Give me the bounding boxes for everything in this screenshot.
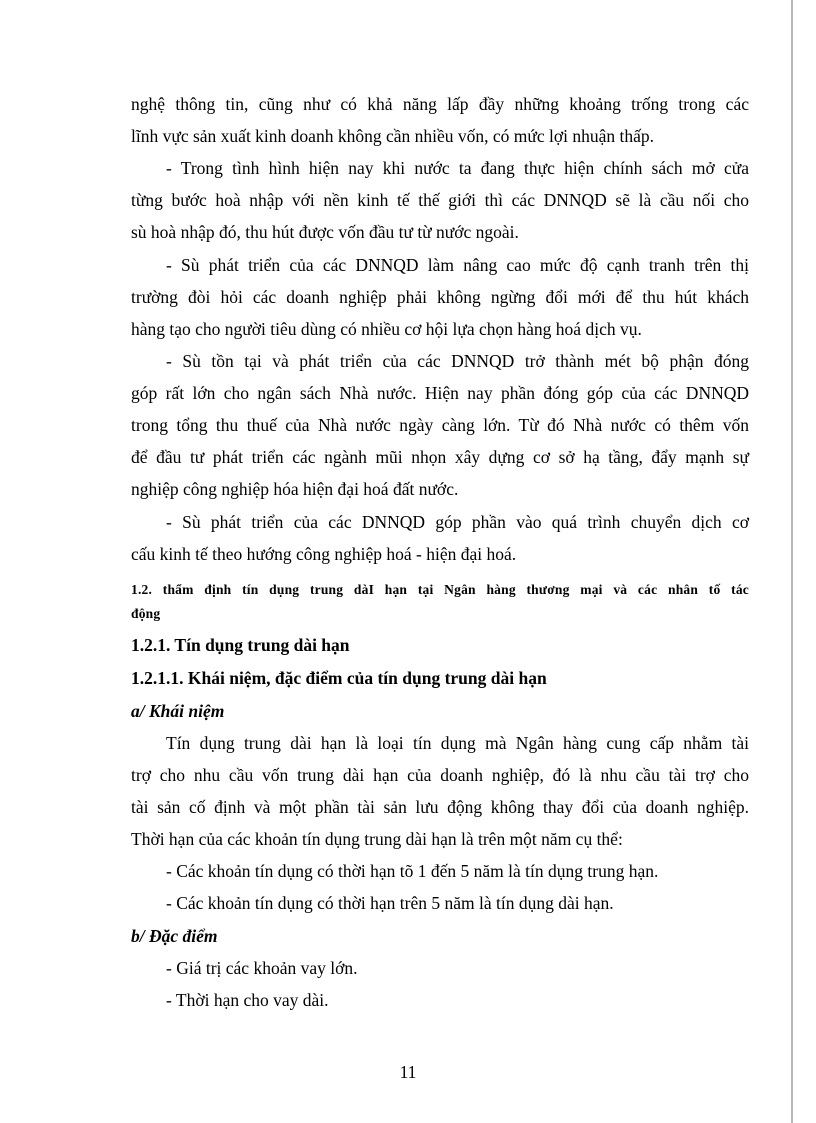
body-text-line: Tín dụng trung dài hạn là loại tín dụng mà Ngân hàng cung cấp nhằm tài <box>166 733 749 753</box>
item-heading: b/ Đặc điểm <box>131 926 218 946</box>
body-text-line: Thời hạn của các khoản tín dụng trung dài hạn là trên một năm cụ thể: <box>131 829 623 849</box>
body-text-line: để đầu tư phát triển các ngành mũi nhọn xây dựng cơ sở hạ tầng, đẩy mạnh sự <box>131 447 749 467</box>
body-text-line: trợ cho nhu cầu vốn trung dài hạn của doanh nghiệp, đó là nhu cầu tài trợ cho <box>131 765 749 785</box>
body-text-line: sù hoà nhập đó, thu hút được vốn đầu tư từ nước ngoài. <box>131 222 519 242</box>
body-text-line: từng bước hoà nhập với nền kinh tế thế giới thì các DNNQD sẽ là cầu nối cho <box>131 190 749 210</box>
body-text-line: lĩnh vực sản xuất kinh doanh không cần nhiều vốn, có mức lợi nhuận thấp. <box>131 126 654 146</box>
bullet-item: - Sù phát triển của các DNNQD làm nâng cao mức độ cạnh tranh trên thị <box>166 255 749 275</box>
bullet-item: - Trong tình hình hiện nay khi nước ta đang thực hiện chính sách mở cửa <box>166 158 749 178</box>
page-edge-divider <box>791 0 793 1123</box>
body-text-line: hàng tạo cho người tiêu dùng có nhiều cơ hội lựa chọn hàng hoá dịch vụ. <box>131 319 642 339</box>
bullet-item: - Các khoản tín dụng có thời hạn tõ 1 đến 5 năm là tín dụng trung hạn. <box>166 861 659 881</box>
body-text-line: nghệ thông tin, cũng như có khả năng lấp đầy những khoảng trống trong các <box>131 94 749 114</box>
section-heading-continued: động <box>131 606 161 621</box>
subsubsection-heading: 1.2.1.1. Khái niệm, đặc điểm của tín dụng trung dài hạn <box>131 668 547 688</box>
body-text-line: trong tổng thu thuế của Nhà nước ngày càng lớn. Từ đó Nhà nước có thêm vốn <box>131 415 749 435</box>
body-text-line: trường đòi hỏi các doanh nghiệp phải không ngừng đổi mới để thu hút khách <box>131 287 749 307</box>
item-heading: a/ Khái niệm <box>131 701 225 721</box>
bullet-item: - Sù tồn tại và phát triển của các DNNQD trở thành mét bộ phận đóng <box>166 351 749 371</box>
bullet-item: - Các khoản tín dụng có thời hạn trên 5 năm là tín dụng dài hạn. <box>166 893 614 913</box>
subsection-heading: 1.2.1. Tín dụng trung dài hạn <box>131 635 350 655</box>
page-number: 11 <box>399 1062 417 1082</box>
bullet-item: - Giá trị các khoản vay lớn. <box>166 958 358 978</box>
body-text-line: cấu kinh tế theo hướng công nghiệp hoá - hiện đại hoá. <box>131 544 517 564</box>
body-text-line: góp rất lớn cho ngân sách Nhà nước. Hiện nay phần đóng góp của các DNNQD <box>131 383 749 403</box>
bullet-item: - Sù phát triển của các DNNQD góp phần vào quá trình chuyển dịch cơ <box>166 512 749 532</box>
body-text-line: nghiệp công nghiệp hóa hiện đại hoá đất nước. <box>131 479 459 499</box>
section-heading: 1.2. thẩm định tín dụng trung dàI hạn tại Ngân hàng thương mại và các nhân tố tác <box>131 582 749 597</box>
body-text-line: tài sản cố định và một phần tài sản lưu động không thay đổi của doanh nghiệp. <box>131 797 749 817</box>
bullet-item: - Thời hạn cho vay dài. <box>166 990 329 1010</box>
